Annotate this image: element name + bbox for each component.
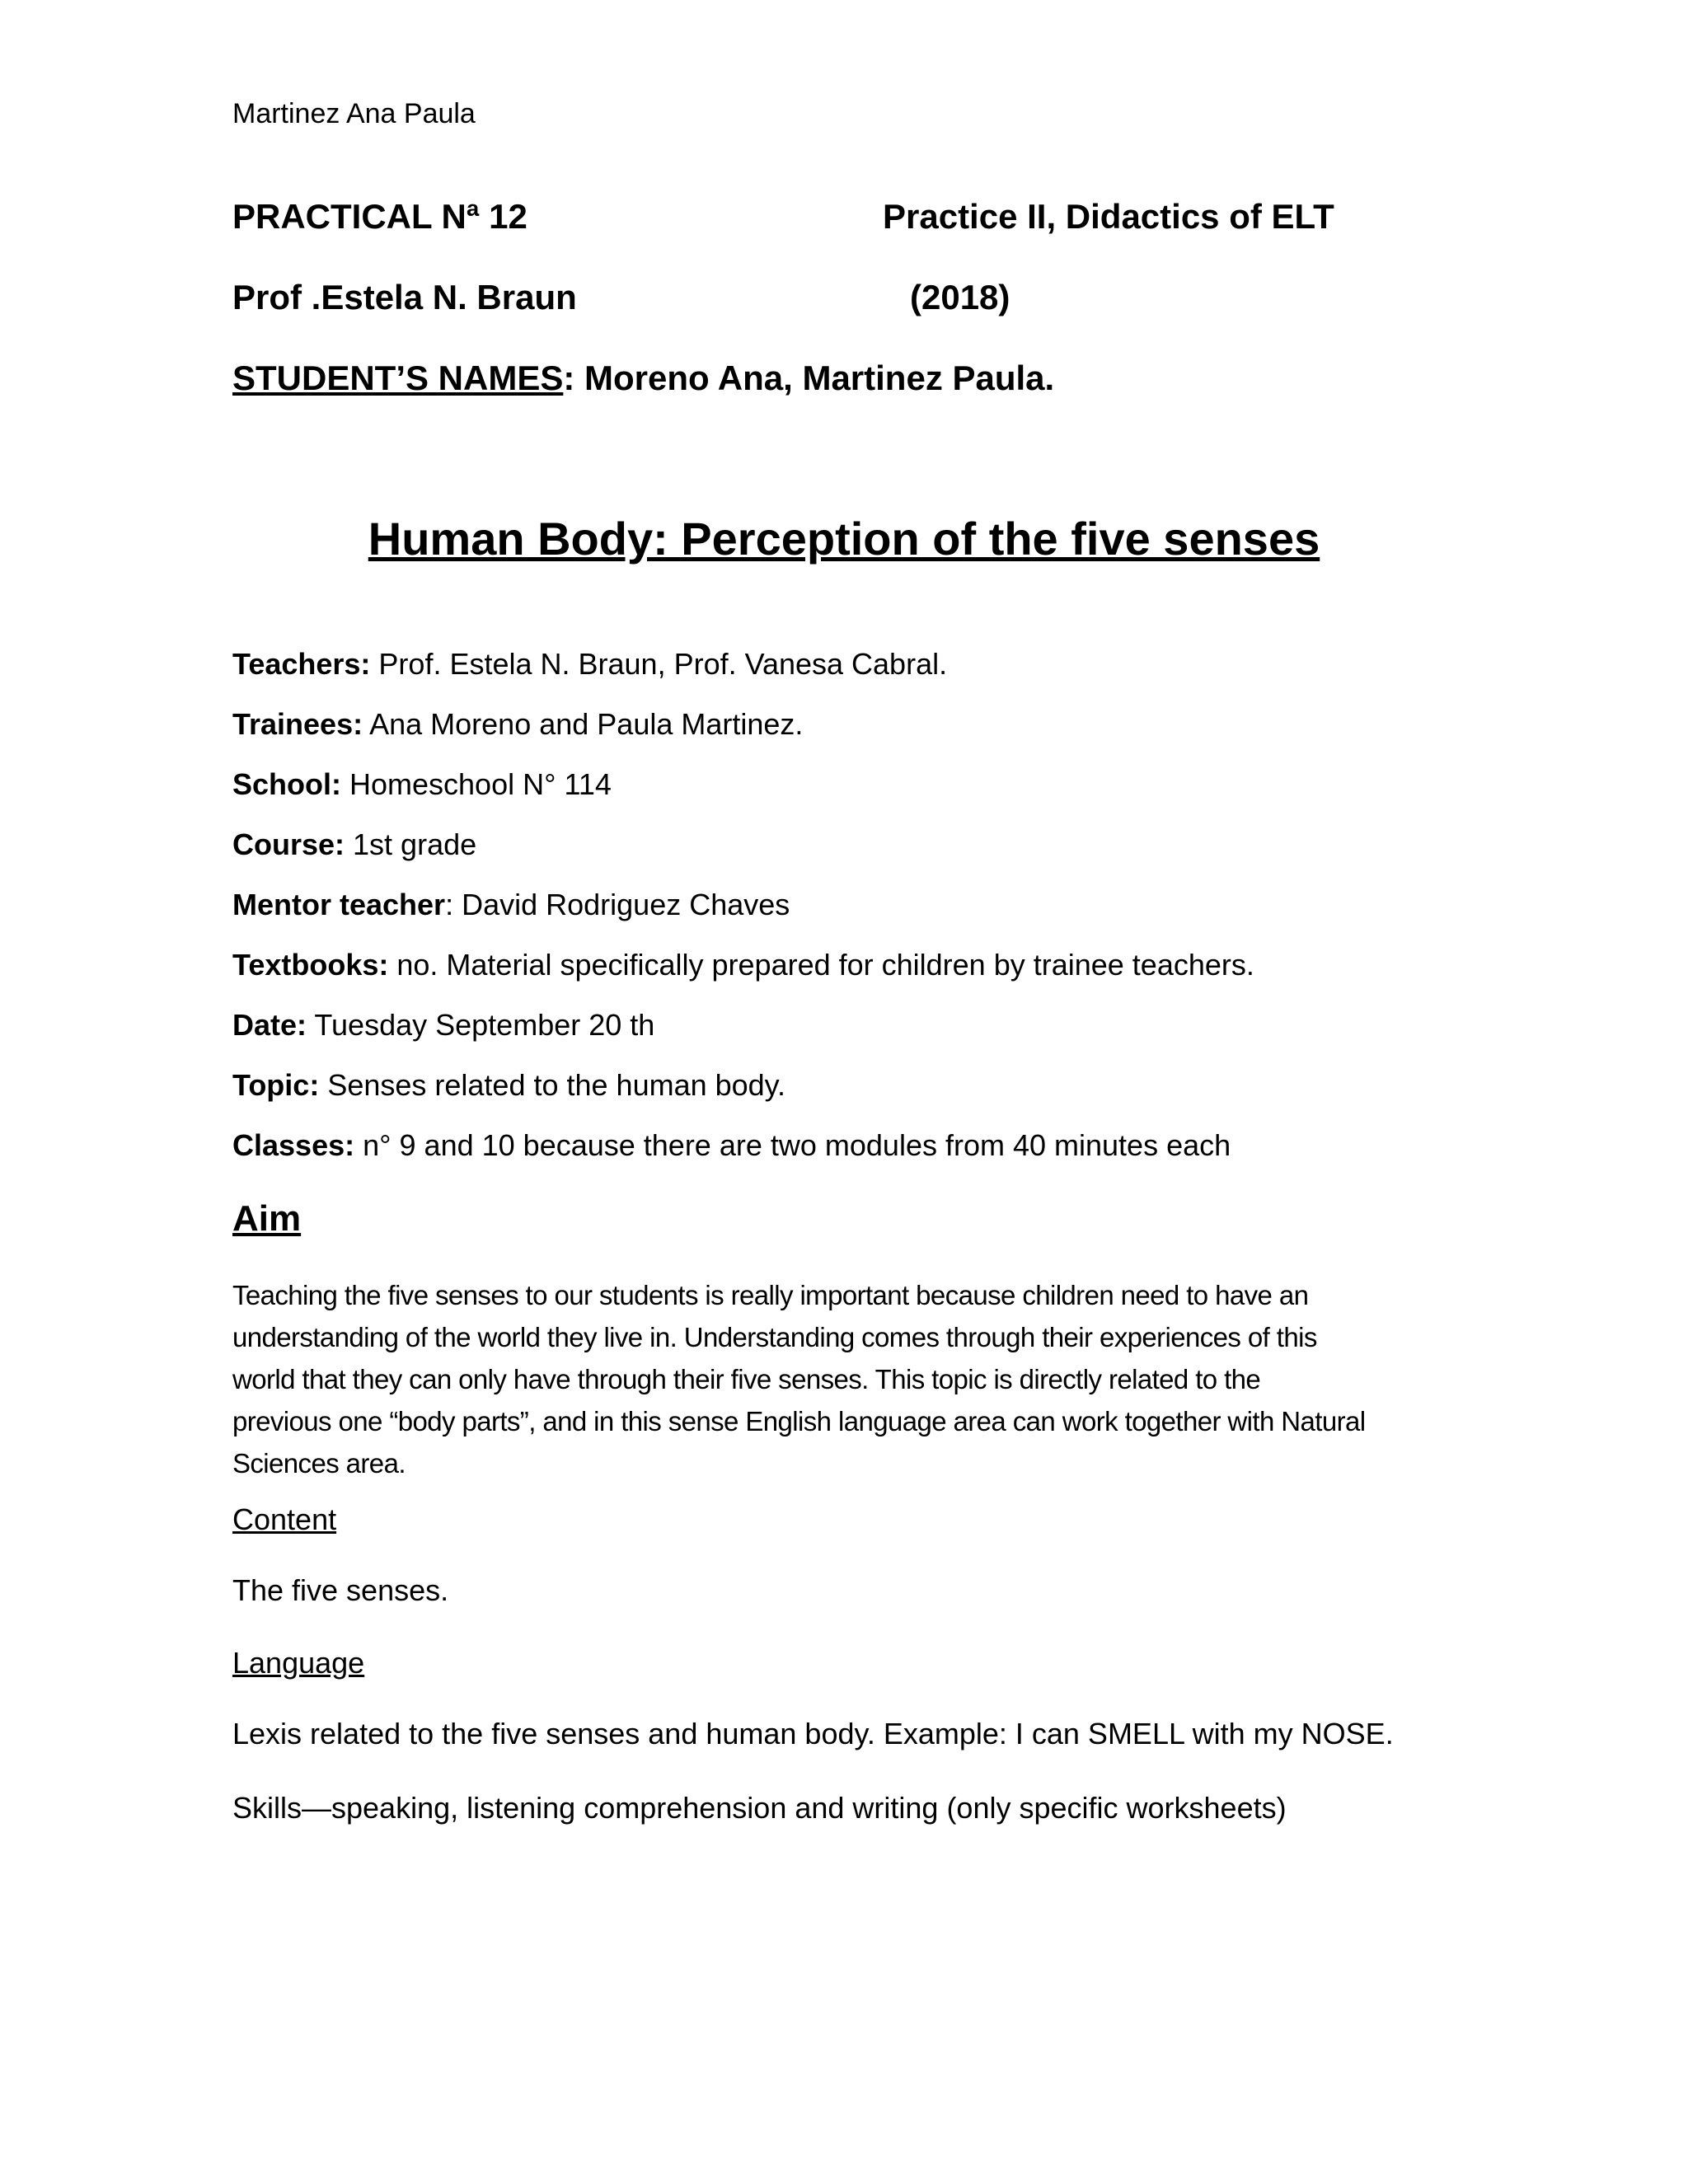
students-value: : Moreno Ana, Martinez Paula.	[563, 359, 1055, 397]
field-value: 1st grade	[345, 827, 477, 861]
aim-line: Teaching the five senses to our students is really important because children need to have an	[232, 1280, 1309, 1310]
field-value: : David Rodriguez Chaves	[445, 888, 790, 921]
field-label: Mentor teacher	[232, 888, 446, 921]
aim-line: previous one “body parts”, and in this sense English language area can work together with Natural	[232, 1406, 1366, 1436]
aim-heading: Aim	[232, 1198, 302, 1239]
field-school	[232, 766, 612, 803]
header-author: Martinez Ana Paula	[232, 98, 476, 129]
year: (2018)	[910, 278, 1010, 316]
professor-name: Prof .Estela N. Braun	[232, 278, 577, 316]
course-name: Practice II, Didactics of ELT	[883, 197, 1334, 236]
field-value: Ana Moreno and Paula Martinez.	[363, 707, 804, 741]
content-text: The five senses.	[232, 1573, 449, 1607]
field-label: Classes:	[232, 1128, 355, 1162]
field-value: Homeschool N° 114	[341, 767, 612, 801]
field-value: n° 9 and 10 because there are two modules from 40 minutes each	[354, 1128, 1231, 1162]
field-course	[232, 827, 476, 863]
field-label: School:	[232, 767, 341, 801]
field-mentor-teacher	[232, 887, 790, 923]
aim-line: Sciences area.	[232, 1448, 406, 1479]
content-heading: Content	[232, 1502, 337, 1536]
field-label: Teachers:	[232, 647, 371, 681]
aim-line: world that they can only have through their five senses. This topic is directly related to the	[232, 1364, 1261, 1394]
aim-line: understanding of the world they live in. Understanding comes through their experiences of this	[232, 1322, 1317, 1352]
field-label: Topic:	[232, 1068, 320, 1102]
field-label: Textbooks:	[232, 948, 389, 982]
field-value: Senses related to the human body.	[319, 1068, 786, 1102]
field-value: no. Material specifically prepared for children by trainee teachers.	[388, 948, 1254, 982]
language-skills: Skills—speaking, listening comprehension and writing (only specific worksheets)	[232, 1791, 1287, 1825]
field-topic	[232, 1067, 785, 1104]
field-value: Tuesday September 20 th	[307, 1008, 655, 1042]
aim-paragraph	[232, 1274, 1452, 1484]
practical-number: PRACTICAL Nª 12	[232, 197, 528, 236]
field-teachers	[232, 646, 947, 682]
main-title: Human Body: Perception of the five senses	[368, 513, 1320, 565]
language-lexis: Lexis related to the five senses and human body. Example: I can SMELL with my NOSE.	[232, 1717, 1394, 1750]
students-label: STUDENT’S NAMES	[232, 359, 564, 397]
students-line	[232, 358, 1054, 399]
field-date	[232, 1007, 654, 1043]
field-classes	[232, 1127, 1231, 1164]
field-trainees	[232, 706, 803, 743]
field-label: Date:	[232, 1008, 307, 1042]
field-label: Trainees:	[232, 707, 363, 741]
field-textbooks	[232, 947, 1254, 983]
field-value: Prof. Estela N. Braun, Prof. Vanesa Cabral.	[370, 647, 948, 681]
language-heading: Language	[232, 1646, 365, 1680]
field-label: Course:	[232, 827, 345, 861]
